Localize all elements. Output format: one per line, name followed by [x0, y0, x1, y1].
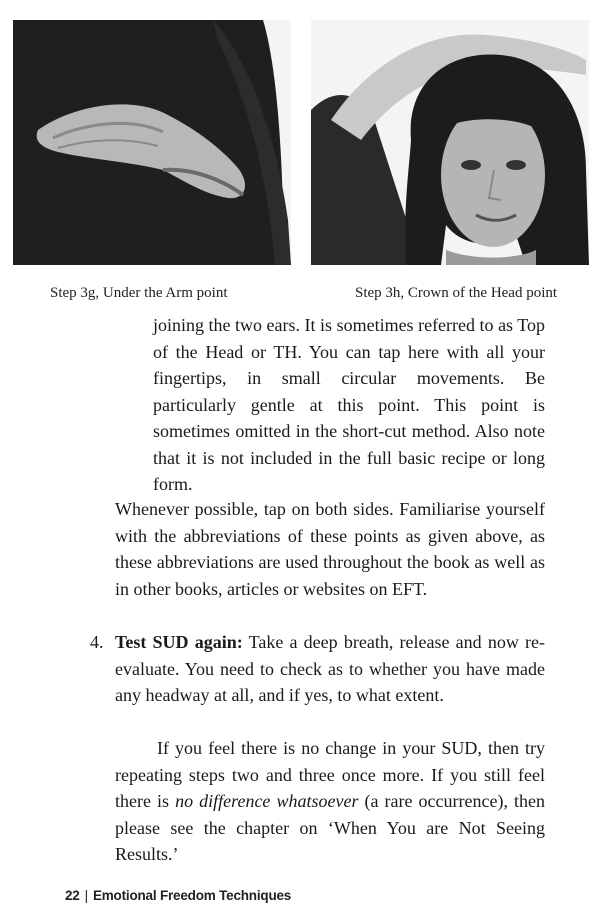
list-item-text: Take a deep breath, release and now re-evaluate. You need to check as to whether you have made any headway at all, and if yes, to what extent.	[115, 632, 545, 705]
page-number: 22	[65, 888, 80, 903]
under-arm-photo	[13, 20, 291, 265]
footer-separator: |	[84, 888, 88, 903]
under-arm-photo-icon	[13, 20, 291, 265]
abbreviations-paragraph: Whenever possible, tap on both sides. Familiarise yourself with the abbreviations of these points as given above, as these abbreviations are used throughout the book as well as in other books, articles or websites on EFT.	[115, 499, 545, 599]
list-item-title: Test SUD again:	[115, 632, 243, 652]
crown-head-photo	[311, 20, 589, 265]
list-item-number: 4.	[90, 632, 104, 652]
no-change-text-before: If you feel there is no change in your SUD, then try repeating steps two and three once more. If you still feel there is	[115, 738, 545, 811]
photo-caption-right: Step 3h, Crown of the Head point	[355, 285, 558, 301]
list-item-test-sud	[115, 629, 545, 709]
continuation-paragraph: joining the two ears. It is sometimes referred to as Top of the Head or TH. You can tap here with all your fingertips, in small circular movements. Be particularly gentle at this point. This point is sometimes omitted in the short-cut method. Also note that it is not included in the full basic recipe or long form.	[153, 315, 545, 494]
crown-head-photo-icon	[311, 20, 589, 265]
book-title: Emotional Freedom Techniques	[92, 888, 292, 903]
no-change-paragraph	[115, 735, 545, 868]
no-change-emphasis: no difference whatsoever	[175, 791, 359, 811]
photo-caption-left: Step 3g, Under the Arm point	[50, 285, 228, 301]
no-change-text-after: (a rare occurrence), then please see the chapter on ‘When You are Not Seeing Results.’	[115, 791, 546, 864]
page-footer	[65, 888, 291, 903]
